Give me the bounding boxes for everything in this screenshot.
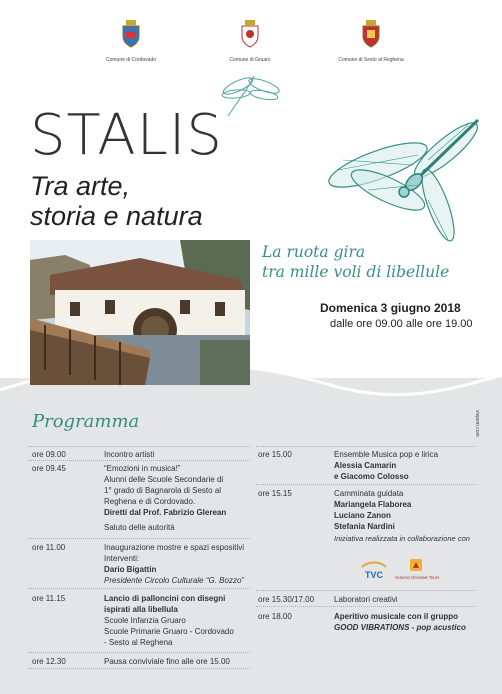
tvc-logo-text: TVC <box>365 570 383 580</box>
crest-gruaro <box>205 20 295 63</box>
entry-text: 1° grado di Bagnarola di Sesto al <box>104 486 222 495</box>
divider <box>256 484 476 485</box>
divider <box>28 460 250 461</box>
venezia-orientale-tours-logo <box>394 559 440 587</box>
entry-text: GOOD VIBRATIONS - pop acustico <box>334 623 466 632</box>
programme-heading: Programma <box>32 411 140 432</box>
coat-of-arms-icon <box>360 20 382 48</box>
tvc-logo <box>360 561 388 585</box>
entry-text: Ensemble Musica pop e lirica <box>334 450 439 459</box>
entry-text: Presidente Circolo Culturale “G. Bozzo” <box>104 576 245 585</box>
side-credit: vivpem.com <box>474 410 480 437</box>
entry-text: Dario Bigattin <box>104 565 157 574</box>
entry-text-part: e Giacomo Colosso <box>334 472 409 481</box>
divider <box>256 446 476 447</box>
entry-text: Laboratori creativi <box>334 595 398 604</box>
coat-of-arms-icon <box>120 20 142 48</box>
entry-time: ore 15.15 <box>258 489 292 498</box>
divider <box>28 652 250 653</box>
entry-text: Pausa conviviale fino alle ore 15.00 <box>104 657 230 666</box>
entry-text: Aperitivo musicale con il gruppo <box>334 612 459 621</box>
entry-text: Alessia Camarin <box>334 461 397 470</box>
entry-text: Alunni delle Scuole Secondarie di <box>104 475 224 484</box>
entry-time: ore 11.15 <box>32 594 66 603</box>
motto-line-1: La ruota gira <box>262 243 366 261</box>
subtitle-line-1: Tra arte, <box>30 171 131 201</box>
entry-text: Lancio di palloncini con disegni <box>104 594 226 603</box>
crest-caption: Comune di Cordovado <box>105 57 157 63</box>
entry-text: Interventi: <box>104 554 140 563</box>
entry-text: Inaugurazione mostre e spazi espositivi <box>104 543 245 552</box>
entry-time: ore 18.00 <box>258 612 292 621</box>
entry-text: Saluto delle autorità <box>104 523 175 532</box>
entry-text: Scuole Infanzia Gruaro <box>104 616 186 625</box>
entry-text: Scuole Primarie Gruaro - Cordovado <box>104 627 234 636</box>
entry-time: ore 11.00 <box>32 543 66 552</box>
venezia-logo-text: Venezia Orientale Tours <box>394 575 440 580</box>
divider <box>28 446 250 447</box>
entry-time: ore 09.45 <box>32 464 66 473</box>
entry-text: Luciano Zanon <box>334 511 391 520</box>
entry-text: - Sesto al Reghena <box>104 638 173 647</box>
entry-text: Camminata guidata <box>334 489 404 498</box>
entry-time: ore 15.30/17.00 <box>258 595 315 604</box>
crest-cordovado <box>86 20 176 63</box>
event-title: STALIS <box>30 103 223 168</box>
divider <box>28 538 250 539</box>
crest-sesto <box>326 20 416 63</box>
motto <box>262 242 449 282</box>
event-subtitle <box>30 172 203 231</box>
entry-text: Reghena e di Cordovado. <box>104 497 196 506</box>
entry-text: Diretti dal Prof. Fabrizio Glerean <box>104 508 227 517</box>
divider <box>256 606 476 607</box>
event-hours: dalle ore 09.00 alle ore 19.00 <box>330 318 473 330</box>
entry-text: ispirati alla libellula <box>104 605 178 614</box>
entry-text: Stefania Nardini <box>334 522 395 531</box>
entry-text <box>334 471 409 482</box>
event-date: Domenica 3 giugno 2018 <box>320 301 461 315</box>
water-mill-photo <box>30 240 250 385</box>
motto-line-2: tra mille voli di libellule <box>262 263 450 282</box>
entry-time: ore 15.00 <box>258 450 292 459</box>
divider <box>28 588 250 589</box>
entry-text: Incontro artisti <box>104 450 155 459</box>
entry-text: “Emozioni in musica!” <box>104 464 181 473</box>
entry-time: ore 12.30 <box>32 657 66 666</box>
entry-text: Mariangela Flaborea <box>334 500 412 509</box>
divider <box>256 590 476 591</box>
crest-caption: Comune di Sesto al Reghena <box>338 57 404 63</box>
entry-time: ore 09.00 <box>32 450 66 459</box>
divider <box>28 668 250 669</box>
coat-of-arms-icon <box>239 20 261 48</box>
dragonfly-illustration <box>318 110 490 255</box>
entry-text: Iniziativa realizzata in collaborazione con <box>334 534 470 543</box>
crest-caption: Comune di Gruaro <box>229 57 271 63</box>
subtitle-line-2: storia e natura <box>30 200 203 231</box>
